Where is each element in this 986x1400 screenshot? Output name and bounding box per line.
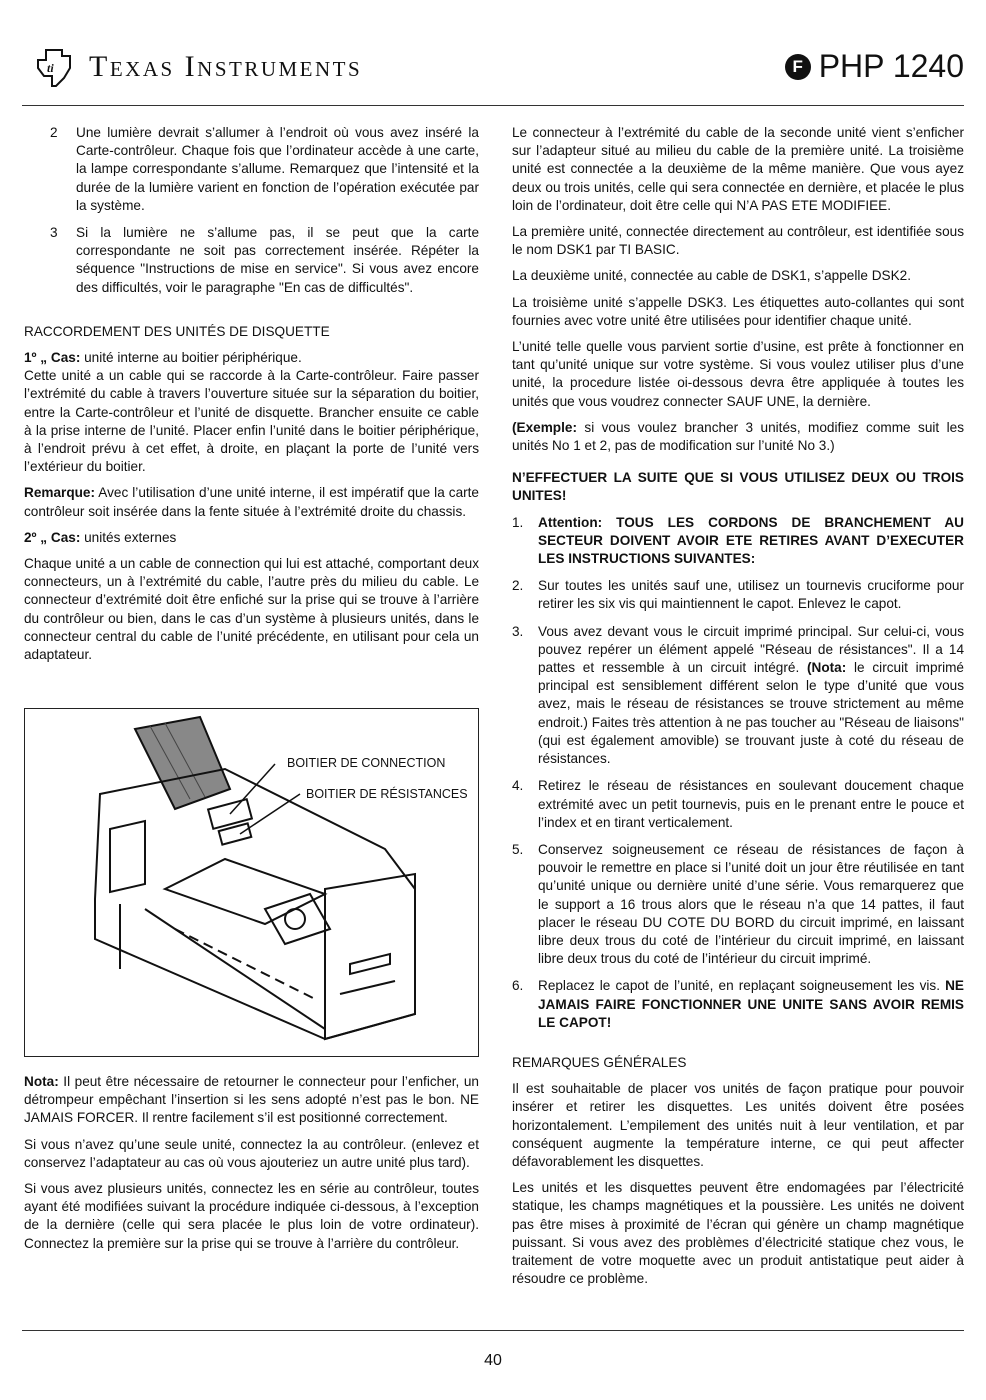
- example-label: (Exemple:: [512, 419, 577, 435]
- footer-rule: [22, 1330, 964, 1331]
- single-unit-paragraph: Si vous n’avez qu’une seule unité, connectez la au contrôleur. (enlevez et conservez l’adaptateur au cas où vous ajouteriez un autre unité plus tard).: [24, 1136, 479, 1170]
- case1-heading: [24, 349, 479, 367]
- case2-label: 2º „ Cas:: [24, 529, 81, 545]
- warning-heading: N’EFFECTUER LA SUITE QUE SI VOUS UTILISEZ DEUX OU TROIS UNITES!: [512, 470, 964, 504]
- step-nota-label: (Nota:: [807, 660, 847, 676]
- remark-label: Remarque:: [24, 485, 96, 501]
- connection-box-label: BOITIER DE CONNECTION: [287, 756, 446, 770]
- paragraph: La première unité, connectée directement au contrôleur, est identifiée sous le nom DSK1 par TI BASIC.: [512, 224, 964, 258]
- nota-text: Il peut être nécessaire de retourner le connecteur pour l’enficher, un détrompeur empêchant l’insertion si les sens adopté n’est pas le bon. NE JAMAIS FORCER. Il rentre facilement s’il est positionné correctement.: [24, 1074, 479, 1126]
- step-number: 3.: [512, 623, 524, 639]
- step-number: 2.: [512, 578, 524, 594]
- step-number: 6.: [512, 978, 524, 994]
- step-text: Retirez le réseau de résistances en soulevant doucement chaque extrémité avec un petit tournevis, puis en le prenant entre le pouce et l’index et en tirant verticalement.: [538, 778, 964, 830]
- brand-name: Texas Instruments: [89, 50, 363, 83]
- paragraph: La deuxième unité, connectée au cable de DSK1, s’appelle DSK2.: [512, 268, 912, 284]
- case1-label: 1º „ Cas:: [24, 350, 81, 366]
- step-item: [512, 977, 964, 1032]
- ti-logo-icon: [32, 46, 76, 90]
- case2-paragraph: Chaque unité a un cable de connection qui lui est attaché, comportant deux connecteurs, un à l’extrémité du cable, l’autre près du milieu du cable. Le connecteur d’extrémité doit être enfiché sur la prise qui se trouve à l’arrière du contrôleur ou bien, dans le cas d’un système à plusieurs unités, dans le connecteur central du cable de l’unité précédente, en utilisant pour cela un adaptateur.: [24, 556, 479, 663]
- section-title: RACCORDEMENT DES UNITÉS DE DISQUETTE: [24, 323, 330, 339]
- example-text: si vous voulez brancher 3 unités, modifiez comme suit les unités No 1 et 2, pas de modification sur l’unité No 3.): [512, 419, 964, 454]
- step-bold-tail: NE JAMAIS FAIRE FONCTIONNER UNE UNITE SANS AVOIR REMIS LE CAPOT!: [538, 978, 964, 1030]
- item-text: Une lumière devrait s’allumer à l’endroit où vous avez inséré la Carte-contrôleur. Chaque fois que l’ordinateur accède à une carte, la lampe correspondante s’allume. Remarquez que l’intensité et la durée de la lumière varient en fonction de l’opération exécutée par la système.: [76, 125, 479, 213]
- step-text: [538, 623, 964, 769]
- case2-title: unités externes: [80, 529, 177, 545]
- language-badge: F: [785, 54, 811, 80]
- left-column: [24, 124, 479, 672]
- paragraph: Les unités et les disquettes peuvent être endomagées par l’électricité statique, les champs magnétiques et la poussière. Les unités ne doivent pas être mises à proximité de l’écran qui génère un champ magnétique puissant. Si vous avez des problèmes d’électricité statique chez vous, le traitement de votre moquette avec un produit antistatique peut aider à résoudre ce problème.: [512, 1180, 964, 1287]
- remark-paragraph: [24, 484, 479, 520]
- step-text-a: Vous avez devant vous le circuit imprimé principal. Sur celui-ci, vous pouvez repérer un élément appelé "Réseau de résistances". Il a 14 pattes et ressemble à un circuit intégré.: [538, 623, 964, 676]
- nota-label: Nota:: [24, 1074, 59, 1089]
- page-number: 40: [484, 1352, 502, 1369]
- header-rule: [22, 105, 964, 106]
- item-text: Si la lumière ne s’allume pas, il se peut que la carte correspondante ne soit pas correctement insérée. Répéter la séquence "Instructions de mise en service". Si vous avez encore des difficultés, voir le paragraphe "En cas de difficultés".: [76, 225, 479, 295]
- step-text: [538, 977, 964, 1032]
- step-item: [512, 841, 964, 968]
- paragraph: La troisième unité s’appelle DSK3. Les étiquettes auto-collantes qui sont fournies avec votre unité être utilisées pour identifier chaque unité.: [512, 294, 964, 328]
- list-item: [24, 124, 479, 215]
- step-item: [512, 577, 964, 613]
- case1-title: unité interne au boitier périphérique.: [80, 350, 302, 366]
- right-column: [512, 124, 964, 1296]
- model-number: [785, 48, 964, 85]
- resistor-box-label: BOITIER DE RÉSISTANCES: [306, 787, 468, 801]
- case2-heading: [24, 529, 479, 547]
- svg-text:ti: ti: [47, 61, 54, 75]
- case1-paragraph: Cette unité a un cable qui se raccorde à la Carte-contrôleur. Faire passer l’extrémité du cable à travers l’ouverture située sur la séparation du boitier, entre la Carte-contrôleur et l’unité de disquette. Brancher ensuite ce cable à la prise interne de l’unité. Placer enfin l’unité dans le boitier périphérique, à l’endroit prévu à cet effet, à droite, en plaçant la porte de l’unité vers l’extérieur du boitier.: [24, 368, 479, 475]
- step-text: Sur toutes les unités sauf une, utilisez un tournevis cruciforme pour retirer les six vis qui maintiennent le capot. Enlevez le capot.: [538, 578, 964, 612]
- step-text: Attention: TOUS LES CORDONS DE BRANCHEMENT AU SECTEUR DOIVENT AVOIR ETE RETIRES AVANT D’EXECUTER LES INSTRUCTIONS SUIVANTES:: [538, 514, 964, 567]
- remark-text: Avec l’utilisation d’une unité interne, il est impératif que la carte contrôleur soit insérée dans la fente située à l’extrémité droite du chassis.: [24, 485, 479, 519]
- disk-drive-figure: [24, 708, 479, 1057]
- multi-unit-paragraph: Si vous avez plusieurs unités, connectez les en série au contrôleur, toutes ayant été modifiées suivant la procédure indiquée ci-dessous, à l’exception de la dernière (celle qui sera placée le plus loin de votre ordinateur). Connectez la première sur la prise qui se trouve à l’arrière du contrôleur.: [24, 1181, 479, 1251]
- model-label: PHP 1240: [818, 48, 964, 84]
- paragraph: L’unité telle quelle vous parvient sortie d’usine, est prête à fonctionner en tant qu’unité unique sur votre système. Si vous voulez utiliser plus d’une unité, la procedure listée oi-dessous devra être appliquée à toutes les unités que vous voudrez connecter SAUF UNE, la dernière.: [512, 339, 964, 409]
- paragraph: Il est souhaitable de placer vos unités de façon pratique pour pouvoir insérer et retirer les disquettes. Les unités doivent être posées horizontalement. L’empilement des unités nuit à leur ventilation, et par conséquent augmente la température interne, ce qui peut affecter défavorablement les disquettes.: [512, 1081, 964, 1169]
- list-item: [24, 224, 479, 297]
- page-header: [22, 30, 964, 105]
- step-number: 5.: [512, 841, 524, 857]
- paragraph: Le connecteur à l’extrémité du cable de la seconde unité vient s’enficher sur l’adapteur situé au milieu du cable de la première unité. La troisième unité est connectée a la deuxième de la même manière. Que vous ayez deux ou trois unités, celle qui sera connectée en dernière, et placée le plus loin de l’ordinateur, doit être celle qui N’A PAS ETE MODIFIEE.: [512, 125, 964, 213]
- step-text-b: le circuit imprimé principal est sensiblement différent selon le type d’unité que vous avez, mais le réseau de résistances se trouve strictement au même endroit.) Faites très attention à ne pas toucher au "Réseau de liaisons" (qui est également amovible) se trouvant juste à coté du réseau de résistances.: [538, 660, 964, 767]
- step-text: Conservez soigneusement ce réseau de résistances de façon à pouvoir le remettre en place si l’unité doit un jour être réutilisée en tant qu’unité unique ou dernière unité d’une série. Vous remarquerez que le support a 16 trous alors que le réseau n’a que 14 pattes, il faut placer le réseau DU COTE DU BORD du circuit imprimé, en laissant libre deux trous du coté de l’intérieur du circuit imprimé, en laissant libre deux trous du coté de l’intérieur du circuit imprimé.: [538, 841, 964, 967]
- step-item: [512, 623, 964, 769]
- item-number: 3: [50, 225, 58, 241]
- left-column-lower: [24, 1073, 479, 1261]
- example-paragraph: [512, 419, 964, 455]
- step-text-main: Replacez le capot de l’unité, en replaçant soigneusement les vis.: [538, 978, 946, 994]
- step-item: [512, 514, 964, 569]
- step-number: 4.: [512, 778, 524, 794]
- step-item: [512, 777, 964, 832]
- item-number: 2: [50, 125, 58, 140]
- general-remarks-title: REMARQUES GÉNÉRALES: [512, 1054, 687, 1070]
- step-number: 1.: [512, 514, 524, 530]
- nota-paragraph: [24, 1073, 479, 1128]
